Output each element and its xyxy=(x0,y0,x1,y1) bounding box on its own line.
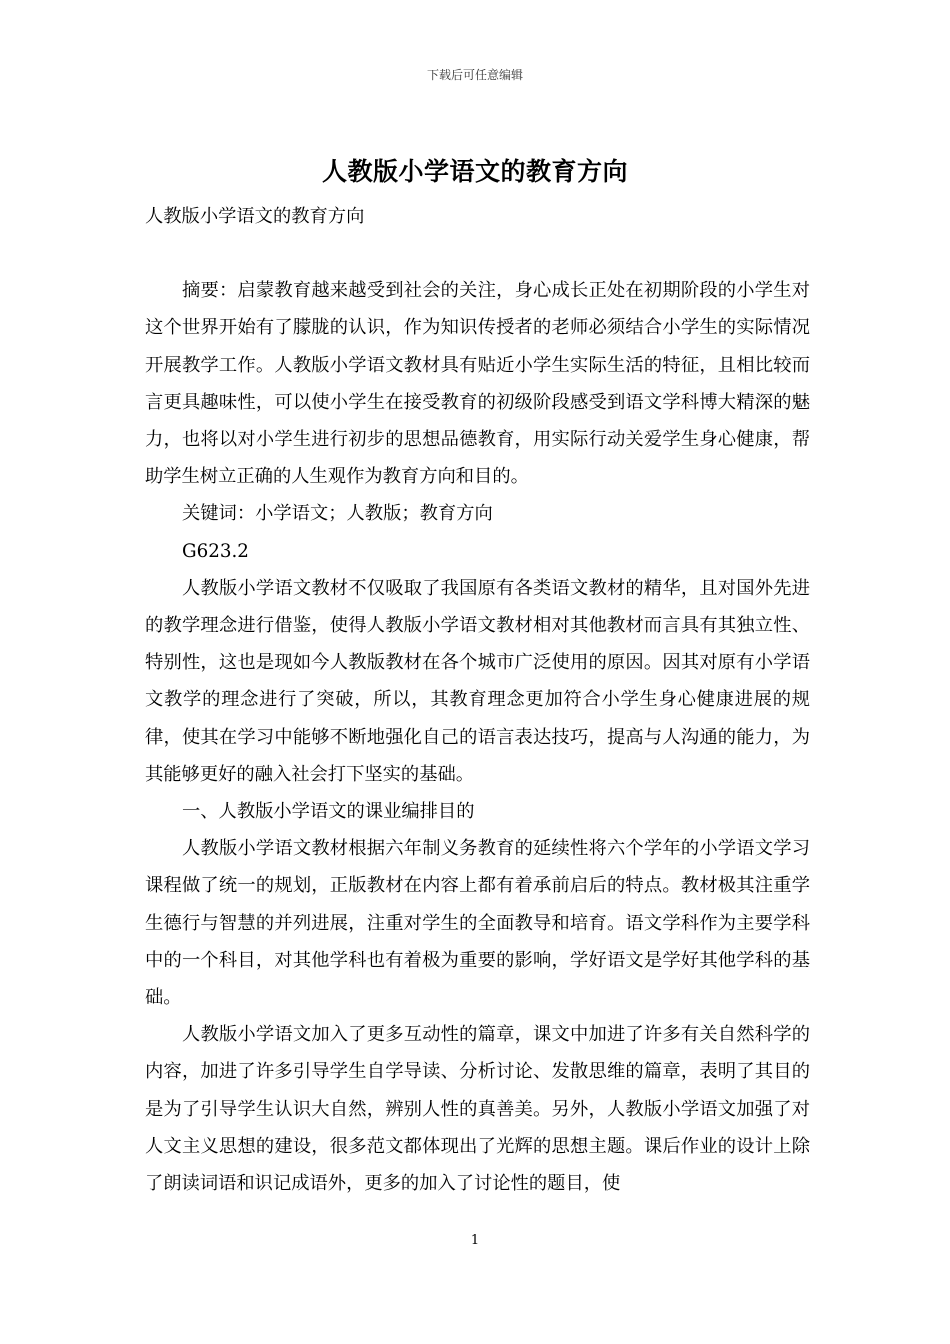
body-paragraph-2: 人教版小学语文教材根据六年制义务教育的延续性将六个学年的小学语文学习课程做了统一的规划，正版教材在内容上都有着承前启后的特点。教材极其注重学生德行与智慧的并列进展，注重对学生的全面教导和培育。语文学科作为主要学科中的一个科目，对其他学科也有着极为重要的影响，学好语文是学好其他学科的基础。 xyxy=(145,838,810,1009)
page-number: 1 xyxy=(470,1233,480,1248)
document-body xyxy=(145,198,810,1202)
classification-code: G623.2 xyxy=(182,540,249,562)
page-header: 下载后可任意编辑 xyxy=(426,68,523,82)
document-subtitle: 人教版小学语文的教育方向 xyxy=(145,206,365,227)
document-title: 人教版小学语文的教育方向 xyxy=(321,157,628,186)
abstract-paragraph: 摘要：启蒙教育越来越受到社会的关注，身心成长正处在初期阶段的小学生对这个世界开始有了朦胧的认识，作为知识传授者的老师必须结合小学生的实际情况开展教学工作。人教版小学语文教材具有贴近小学生实际生活的特征，且相比较而言更具趣味性，可以使小学生在接受教育的初级阶段感受到语文学科博大精深的魅力，也将以对小学生进行初步的思想品德教育，用实际行动关爱学生身心健康，帮助学生树立正确的人生观作为教育方向和目的。 xyxy=(145,280,810,488)
keywords-line: 关键词：小学语文；人教版；教育方向 xyxy=(182,503,493,525)
section-heading-1: 一、人教版小学语文的课业编排目的 xyxy=(182,801,475,823)
body-paragraph-3: 人教版小学语文加入了更多互动性的篇章，课文中加进了许多有关自然科学的内容，加进了许多引导学生自学导读、分析讨论、发散思维的篇章，表明了其目的是为了引导学生认识大自然，辨别人性的真善美。另外，人教版小学语文加强了对人文主义思想的建设，很多范文都体现出了光辉的思想主题。课后作业的设计上除了朗读词语和识记成语外，更多的加入了讨论性的题目，使 xyxy=(145,1024,810,1195)
body-paragraph-1: 人教版小学语文教材不仅吸取了我国原有各类语文教材的精华，且对国外先进的教学理念进行借鉴，使得人教版小学语文教材相对其他教材而言具有其独立性、特别性，这也是现如今人教版教材在各个城市广泛使用的原因。因其对原有小学语文教学的理念进行了突破，所以，其教育理念更加符合小学生身心健康进展的规律，使其在学习中能够不断地强化自己的语言表达技巧，提高与人沟通的能力，为其能够更好的融入社会打下坚实的基础。 xyxy=(145,577,810,785)
